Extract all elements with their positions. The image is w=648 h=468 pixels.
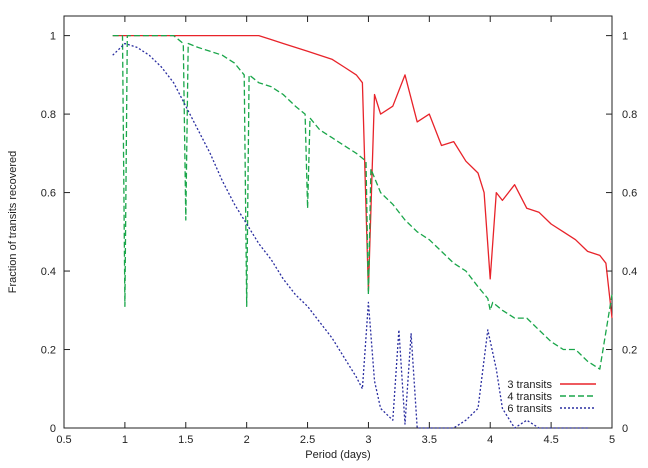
y-tick-label: 0.4 <box>40 266 56 279</box>
x-tick-label: 2.5 <box>299 434 316 446</box>
y-tick-label-right: 0 <box>622 423 629 435</box>
y-tick-label: 1 <box>49 30 56 43</box>
y-tick-label-right: 0.6 <box>622 187 638 200</box>
y-tick-label-right: 0.4 <box>622 266 638 279</box>
y-tick-label: 0.8 <box>40 109 56 122</box>
x-tick-label: 2 <box>243 434 250 446</box>
x-axis-title: Period (days) <box>305 449 371 461</box>
x-tick-label: 1.5 <box>178 434 194 446</box>
legend-label: 3 transits <box>507 379 552 391</box>
y-tick-label-right: 0.2 <box>622 344 638 357</box>
x-tick-label: 4.5 <box>543 434 559 446</box>
y-axis-title: Fraction of transits recovered <box>7 150 19 294</box>
y-tick-label-right: 0.8 <box>622 109 638 122</box>
legend-label: 6 transits <box>507 403 552 415</box>
x-tick-label: 3.5 <box>421 434 437 446</box>
y-tick-label: 0 <box>49 423 56 435</box>
y-tick-label: 0.6 <box>40 187 56 200</box>
x-tick-label: 4 <box>487 434 494 446</box>
y-tick-label: 0.2 <box>40 344 56 357</box>
x-tick-label: 0.5 <box>56 434 72 446</box>
x-tick-label: 3 <box>365 434 372 446</box>
x-tick-label: 1 <box>121 434 128 446</box>
x-tick-label: 5 <box>608 434 616 446</box>
y-tick-label-right: 1 <box>622 30 629 43</box>
legend-label: 4 transits <box>507 391 552 403</box>
plot-frame <box>64 16 612 428</box>
